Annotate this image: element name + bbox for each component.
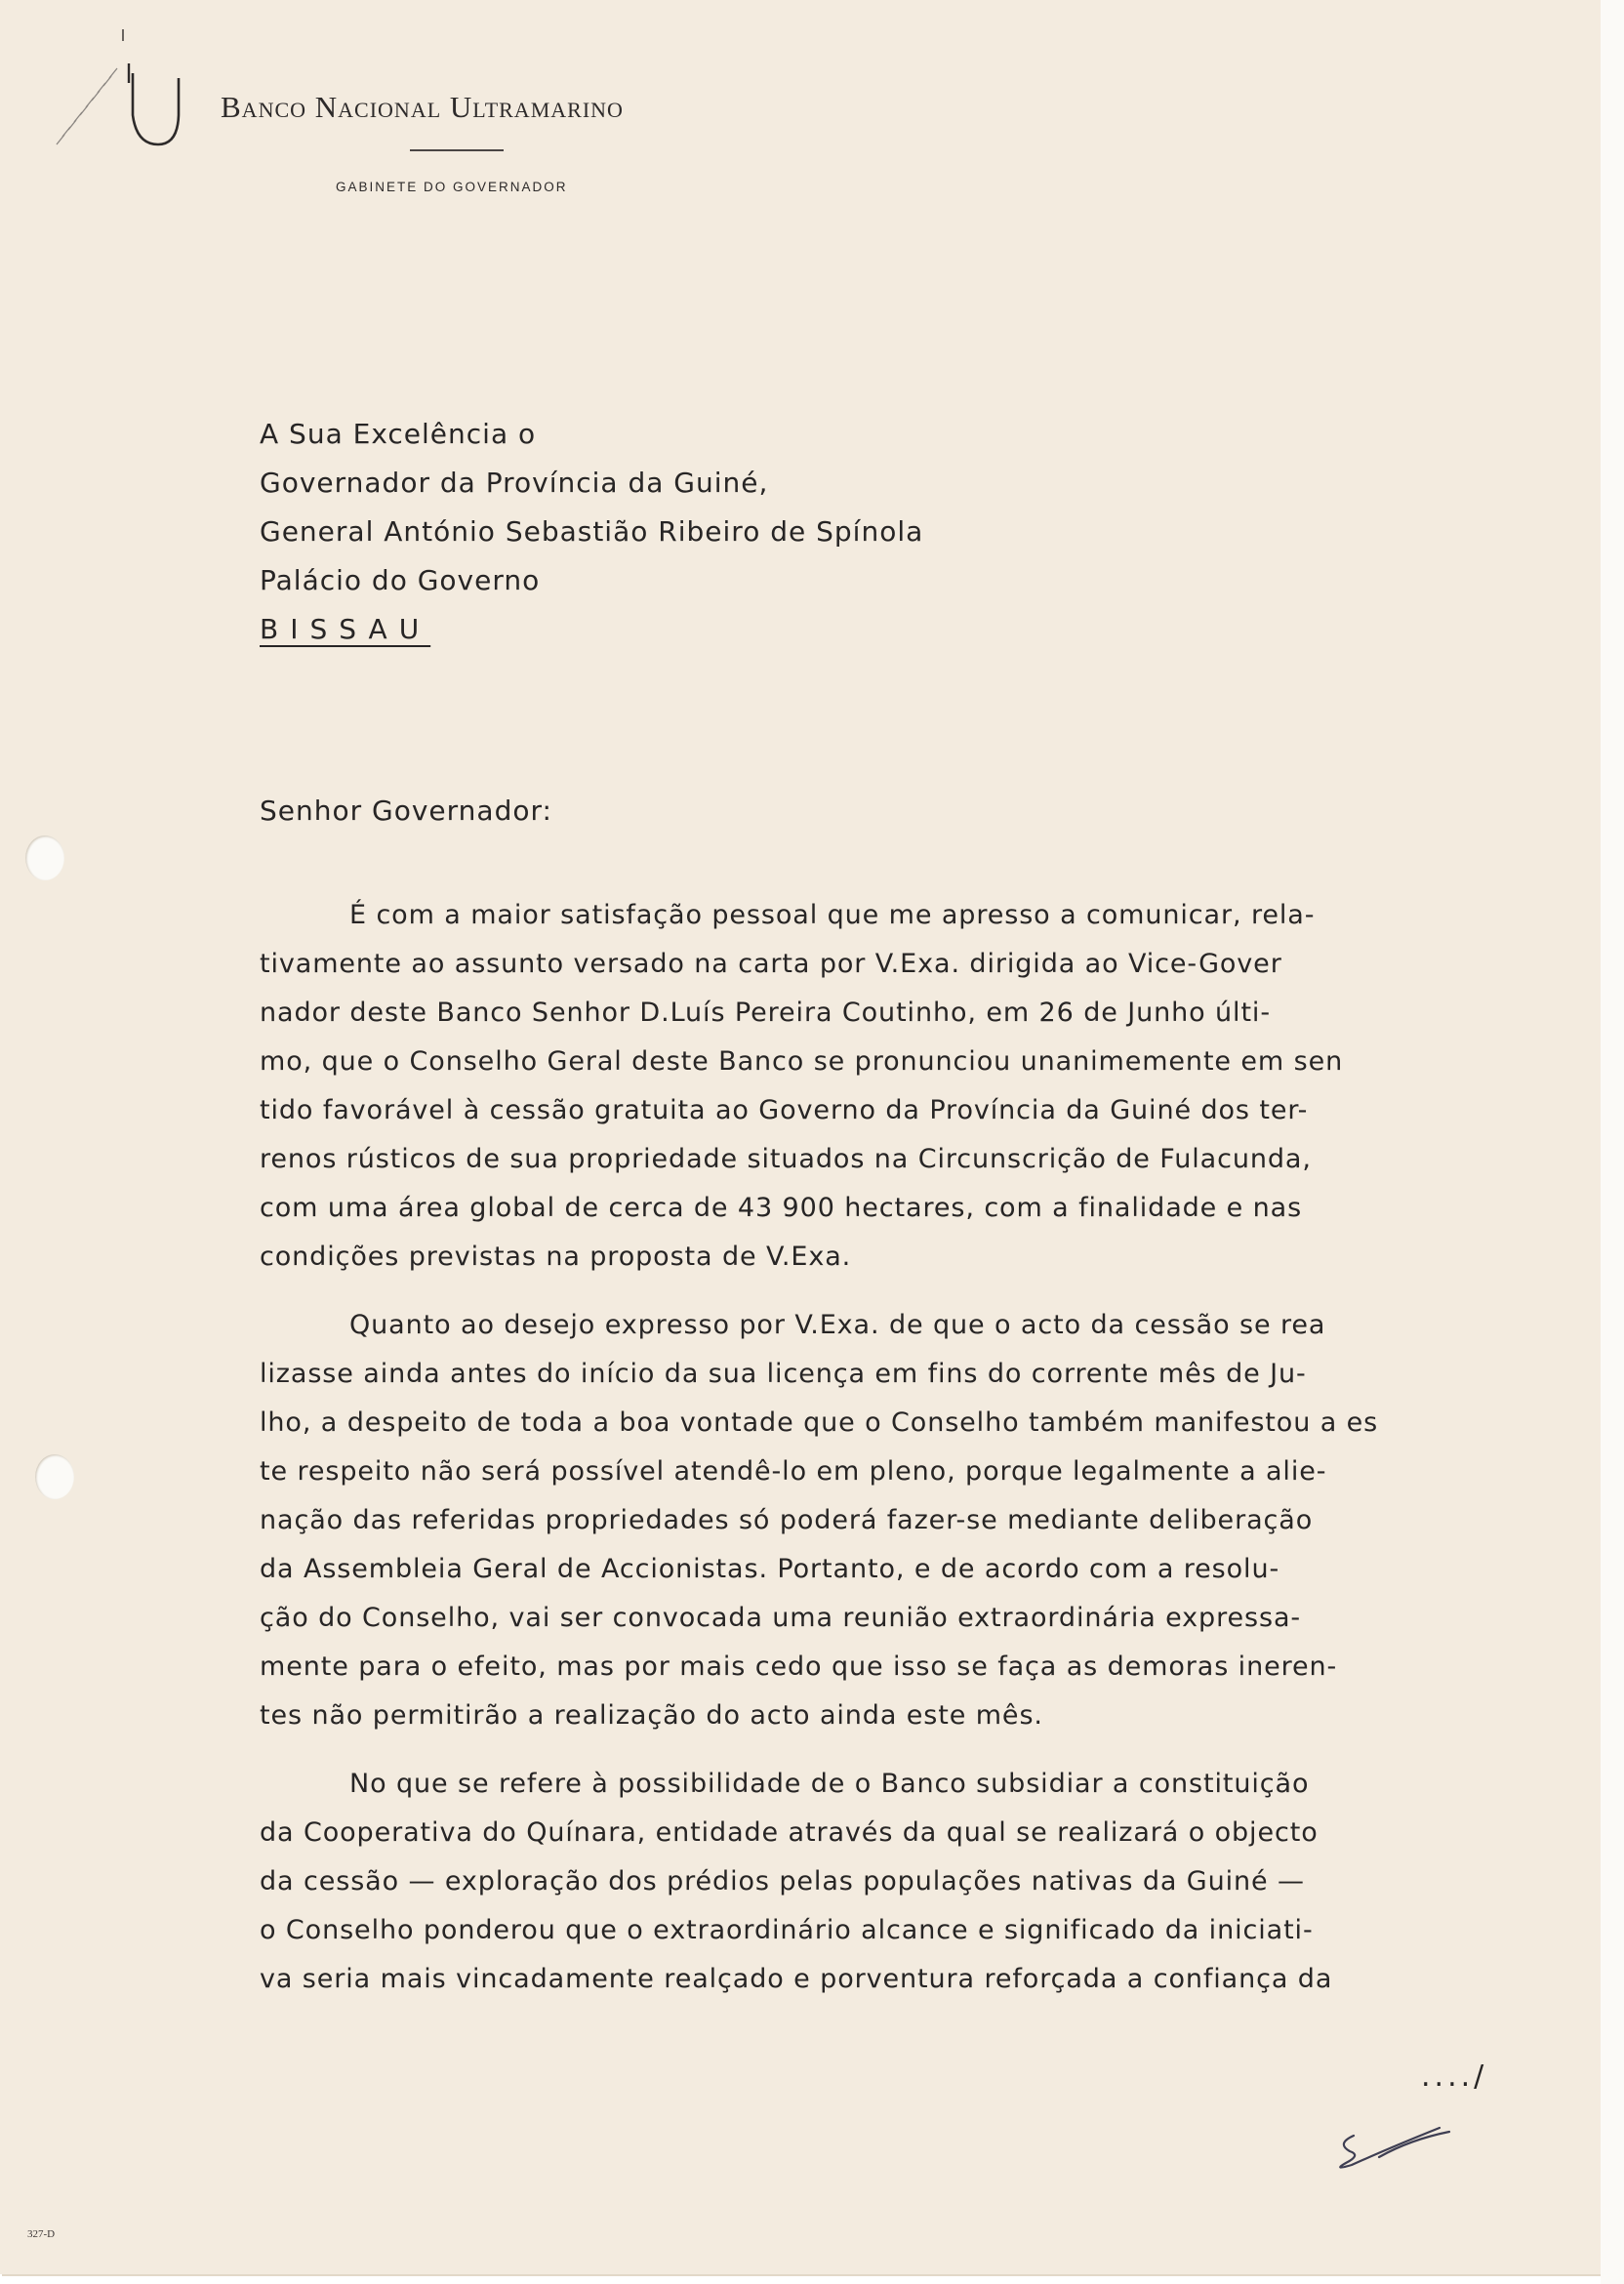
- body-line: o Conselho ponderou que o extraordinário alcance e significado da iniciati-: [260, 1915, 1314, 1945]
- body-line: lizasse ainda antes do início da sua licença em fins do corrente mês de Ju-: [260, 1359, 1307, 1389]
- salutation: Senhor Governador:: [260, 795, 552, 827]
- body-line: É com a maior satisfação pessoal que me apresso a comunicar, rela-: [349, 900, 1316, 930]
- body-line: tivamente ao assunto versado na carta por V.Exa. dirigida ao Vice-Gover: [260, 949, 1282, 979]
- body-line: No que se refere à possibilidade de o Banco subsidiar a constituição: [349, 1769, 1310, 1799]
- body-line: mo, que o Conselho Geral deste Banco se pronunciou unanimemente em sen: [260, 1046, 1344, 1077]
- addressee-line: A Sua Excelência o: [260, 418, 537, 450]
- body-line: da cessão — exploração dos prédios pelas populações nativas da Guiné —: [260, 1866, 1305, 1897]
- bnu-monogram-logo-icon: [39, 29, 195, 156]
- body-line: nação das referidas propriedades só poderá fazer-se mediante deliberação: [260, 1505, 1314, 1535]
- body-line: mente para o efeito, mas por mais cedo que isso se faça as demoras ineren-: [260, 1652, 1338, 1682]
- body-line: lho, a despeito de toda a boa vontade que o Conselho também manifestou a es: [260, 1407, 1379, 1438]
- body-line: da Assembleia Geral de Accionistas. Portanto, e de acordo com a resolu-: [260, 1554, 1280, 1584]
- department-name: GABINETE DO GOVERNADOR: [336, 180, 568, 194]
- body-line: va seria mais vincadamente realçado e porventura reforçada a confiança da: [260, 1964, 1333, 1994]
- letterhead-rule: [410, 149, 504, 151]
- signature-initials-icon: [1322, 2118, 1469, 2177]
- punch-hole: [35, 1454, 74, 1499]
- addressee-city: BISSAU: [260, 613, 431, 645]
- body-line: Quanto ao desejo expresso por V.Exa. de que o acto da cessão se rea: [349, 1310, 1326, 1340]
- body-line: condições previstas na proposta de V.Exa.: [260, 1242, 852, 1272]
- body-line: nador deste Banco Senhor D.Luís Pereira Coutinho, em 26 de Junho últi-: [260, 998, 1271, 1028]
- body-line: tes não permitirão a realização do acto ainda este mês.: [260, 1700, 1043, 1731]
- scan-margin: [1601, 0, 1624, 2284]
- body-line: com uma área global de cerca de 43 900 hectares, com a finalidade e nas: [260, 1193, 1303, 1223]
- body-line: tido favorável à cessão gratuita ao Governo da Província da Guiné dos ter-: [260, 1095, 1309, 1125]
- addressee-line: Palácio do Governo: [260, 564, 541, 596]
- body-line: renos rústicos de sua propriedade situados na Circunscrição de Fulacunda,: [260, 1144, 1312, 1174]
- addressee-line: Governador da Província da Guiné,: [260, 467, 769, 499]
- form-code: 327-D: [27, 2228, 56, 2240]
- bank-name: Banco Nacional Ultramarino: [221, 90, 624, 124]
- punch-hole: [25, 836, 64, 880]
- body-line: da Cooperativa do Quínara, entidade através da qual se realizará o objecto: [260, 1817, 1319, 1848]
- body-line: te respeito não será possível atendê-lo em pleno, porque legalmente a alie-: [260, 1456, 1327, 1487]
- body-line: ção do Conselho, vai ser convocada uma reunião extraordinária expressa-: [260, 1603, 1302, 1633]
- continuation-mark: ..../: [1421, 2060, 1488, 2094]
- addressee-line: General António Sebastião Ribeiro de Spínola: [260, 515, 924, 548]
